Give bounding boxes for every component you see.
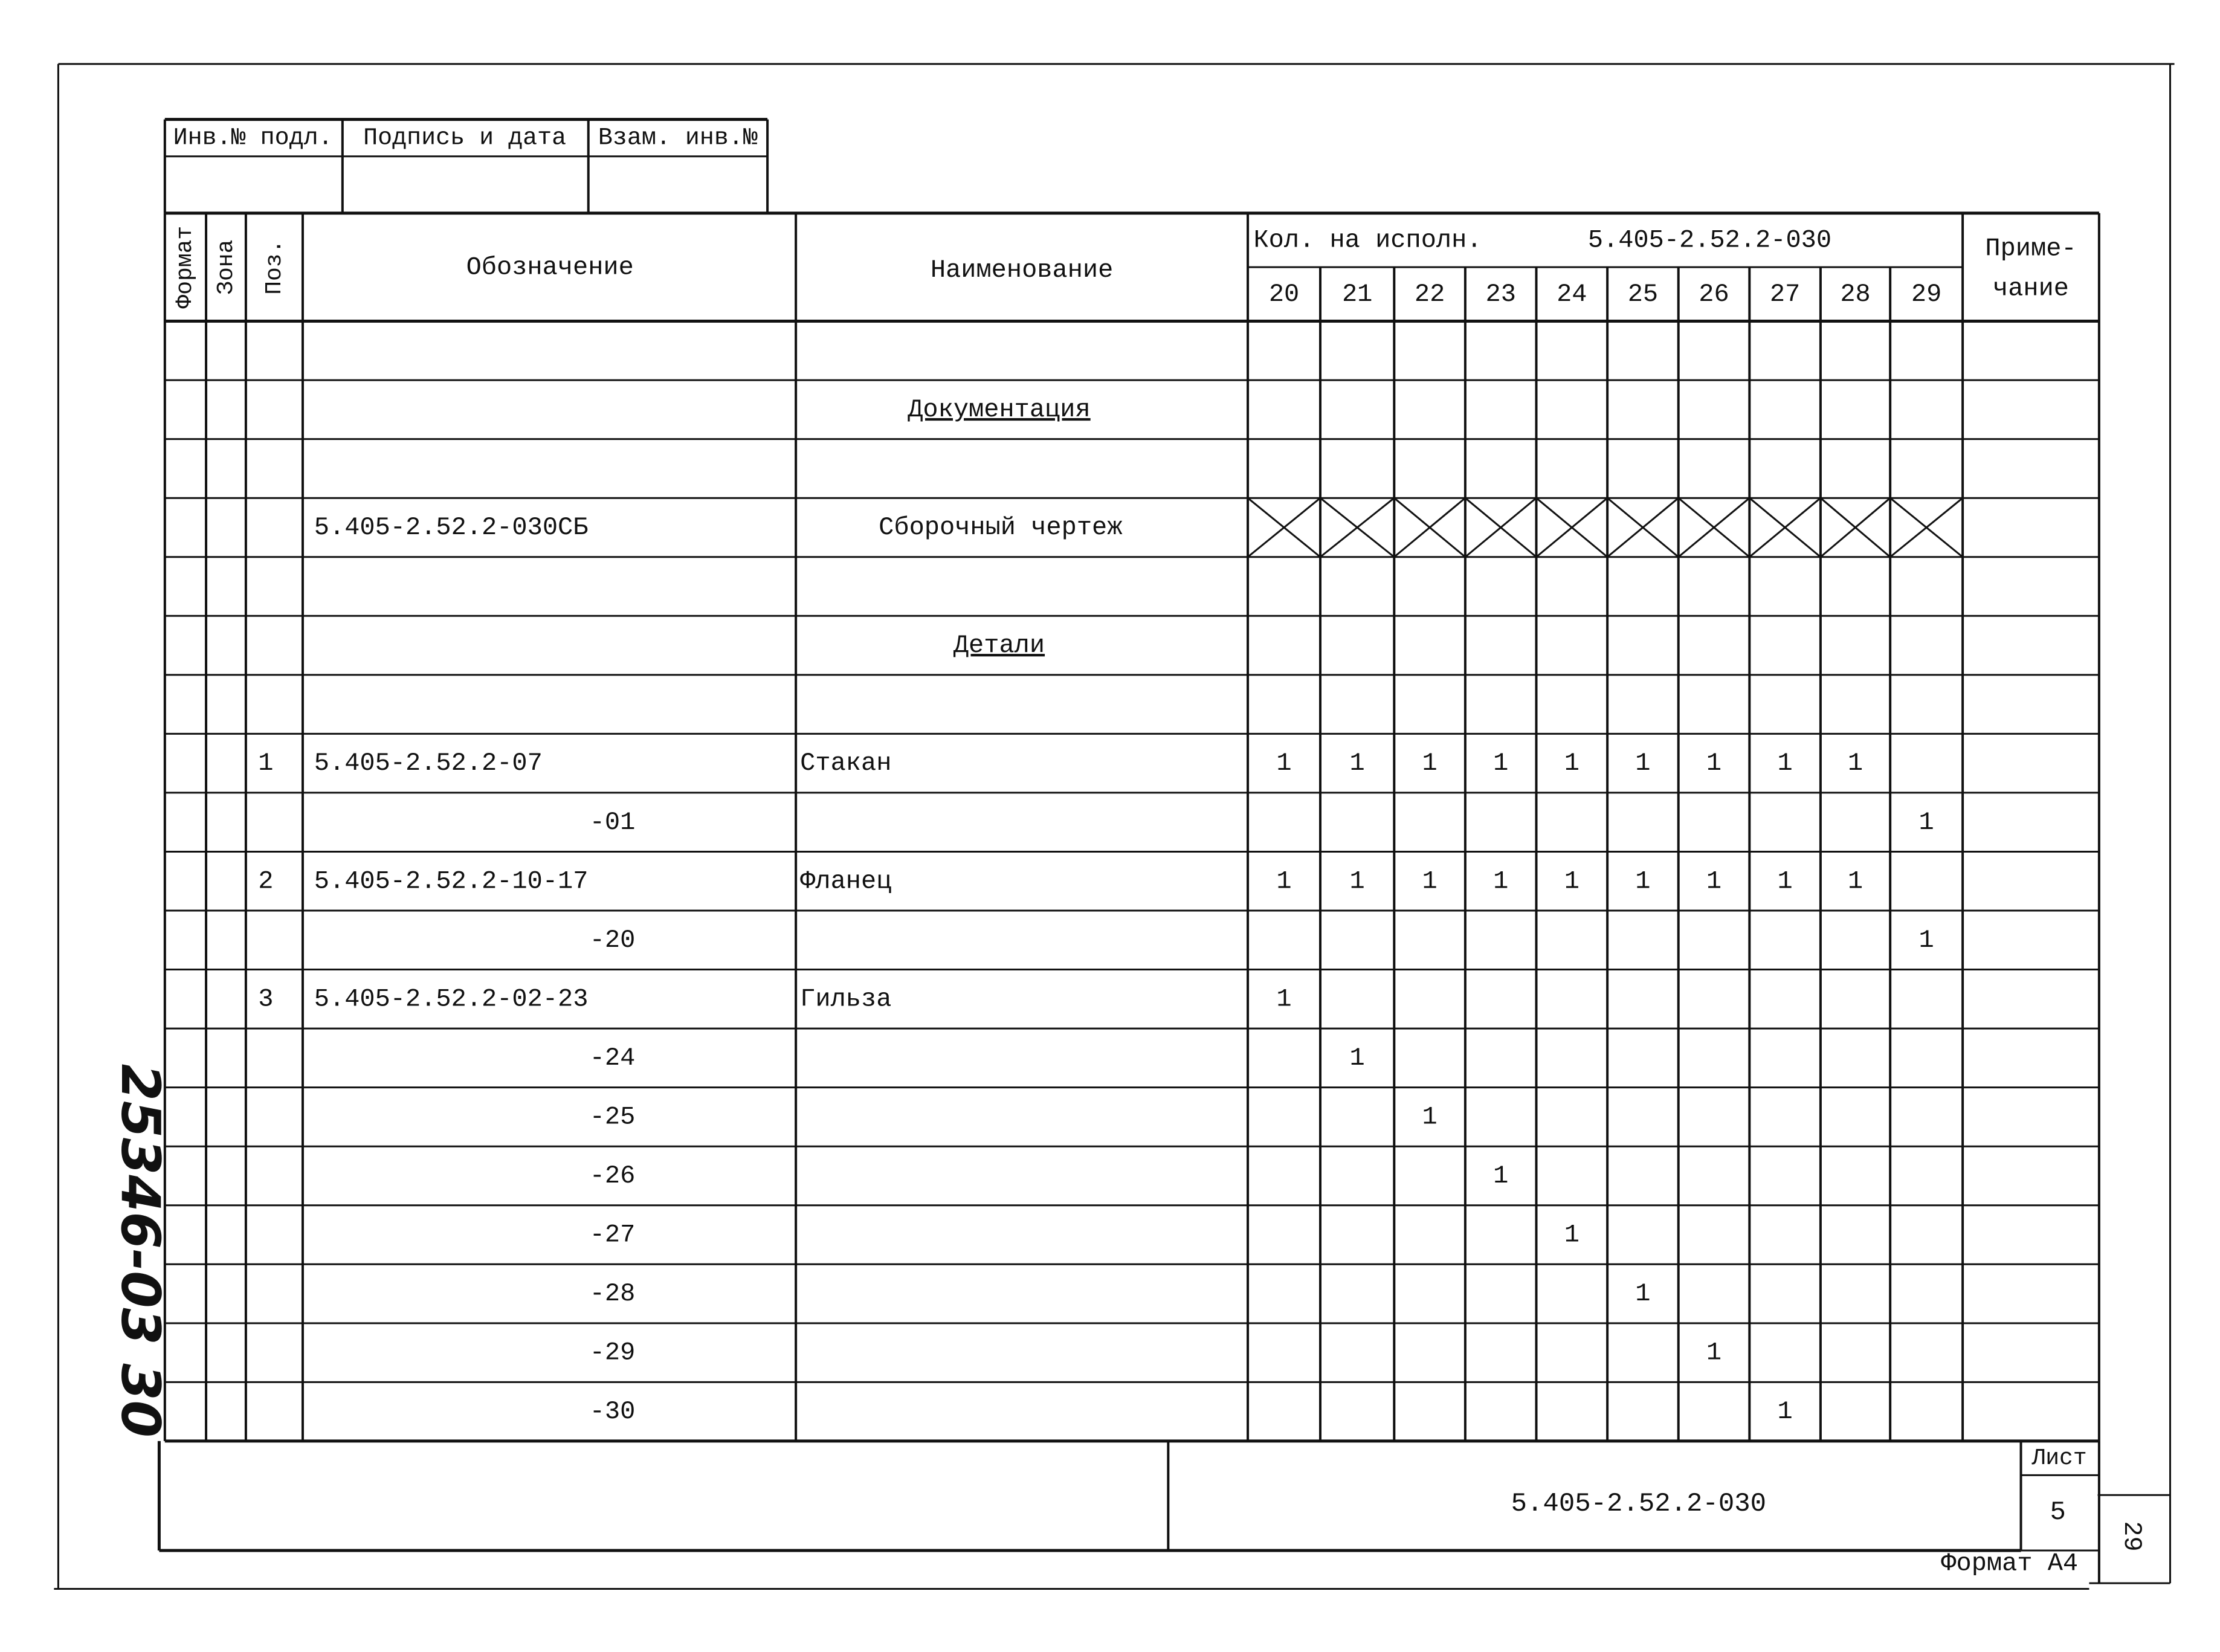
- vertical-header: Формат: [172, 225, 198, 309]
- designation-suffix: -24: [589, 1043, 636, 1073]
- quantity: 1: [1706, 866, 1722, 896]
- item-name: Гильза: [800, 984, 892, 1014]
- quantity: 1: [1564, 866, 1579, 896]
- quantity: 1: [1918, 807, 1934, 837]
- quantity: 1: [1847, 749, 1863, 778]
- title-document-number: 5.405-2.52.2-030: [1511, 1489, 1767, 1520]
- stamp-header: Подпись и дата: [363, 124, 567, 152]
- section-heading: Детали: [953, 631, 1045, 660]
- quantity: 1: [1422, 749, 1438, 778]
- quantity: 1: [1276, 866, 1292, 896]
- variant-number: 22: [1414, 279, 1445, 309]
- quantity: 1: [1422, 866, 1438, 896]
- position-number: 3: [258, 984, 274, 1014]
- quantity: 1: [1635, 1279, 1651, 1309]
- variant-number: 25: [1627, 279, 1659, 309]
- sheet-number: 5: [2050, 1497, 2066, 1528]
- header-note: чание: [1992, 274, 2070, 303]
- quantity: 1: [1777, 1397, 1793, 1427]
- designation-suffix: -20: [589, 925, 636, 955]
- variant-number: 23: [1485, 279, 1516, 309]
- quantity: 1: [1635, 866, 1651, 896]
- quantity: 1: [1635, 749, 1651, 778]
- quantity: 1: [1349, 749, 1365, 778]
- margin-page-number: 29: [2117, 1521, 2146, 1552]
- position-number: 1: [258, 749, 274, 778]
- header-designation: Обозначение: [466, 253, 634, 282]
- quantity: 1: [1706, 1338, 1722, 1367]
- designation-suffix: -29: [589, 1338, 636, 1367]
- item-name: Сборочный чертеж: [879, 513, 1123, 543]
- format-label: Формат А4: [1941, 1549, 2079, 1578]
- item-name: Фланец: [800, 866, 892, 896]
- quantity: 1: [1349, 1043, 1365, 1073]
- designation-suffix: -25: [589, 1102, 636, 1132]
- variant-number: 26: [1699, 279, 1729, 309]
- designation: 5.405-2.52.2-07: [314, 749, 543, 778]
- designation: 5.405-2.52.2-10-17: [314, 866, 589, 896]
- quantity: 1: [1493, 866, 1509, 896]
- quantity: 1: [1847, 866, 1863, 896]
- handwritten-note: 25346-03 30: [109, 1063, 172, 1437]
- section-heading: Документация: [908, 395, 1091, 424]
- item-name: Стакан: [800, 749, 892, 778]
- quantity: 1: [1349, 866, 1365, 896]
- quantity: 1: [1564, 749, 1579, 778]
- stamp-header: Инв.№ подл.: [173, 124, 333, 152]
- variant-number: 20: [1268, 279, 1300, 309]
- designation-suffix: -27: [589, 1220, 636, 1250]
- designation: 5.405-2.52.2-030СБ: [314, 513, 589, 543]
- vertical-header: Зона: [213, 239, 239, 295]
- designation-suffix: -01: [589, 807, 636, 837]
- designation-suffix: -26: [589, 1161, 636, 1191]
- quantity: 1: [1276, 749, 1292, 778]
- quantity: 1: [1918, 925, 1934, 955]
- quantity: 1: [1493, 1161, 1509, 1191]
- quantity: 1: [1276, 984, 1292, 1014]
- position-number: 2: [258, 866, 274, 896]
- variant-number: 29: [1911, 279, 1942, 309]
- quantity: 1: [1706, 749, 1722, 778]
- quantity: 1: [1777, 866, 1793, 896]
- quantity: 1: [1564, 1220, 1579, 1250]
- header-variant-caption: Кол. на исполн.: [1253, 225, 1482, 255]
- quantity: 1: [1422, 1102, 1438, 1132]
- designation-suffix: -28: [589, 1279, 636, 1309]
- variant-number: 28: [1840, 279, 1871, 309]
- variant-number: 24: [1557, 279, 1587, 309]
- variant-number: 27: [1769, 279, 1801, 309]
- header-note: Приме-: [1985, 234, 2077, 263]
- header-variant-doc: 5.405-2.52.2-030: [1587, 225, 1832, 255]
- stamp-header: Взам. инв.№: [598, 124, 758, 152]
- vertical-header: Поз.: [261, 239, 288, 295]
- quantity: 1: [1777, 749, 1793, 778]
- variant-number: 21: [1341, 279, 1373, 309]
- designation-suffix: -30: [589, 1397, 636, 1427]
- quantity: 1: [1493, 749, 1509, 778]
- header-name: Наименование: [930, 255, 1114, 285]
- sheet-label: Лист: [2031, 1445, 2087, 1472]
- designation: 5.405-2.52.2-02-23: [314, 984, 589, 1014]
